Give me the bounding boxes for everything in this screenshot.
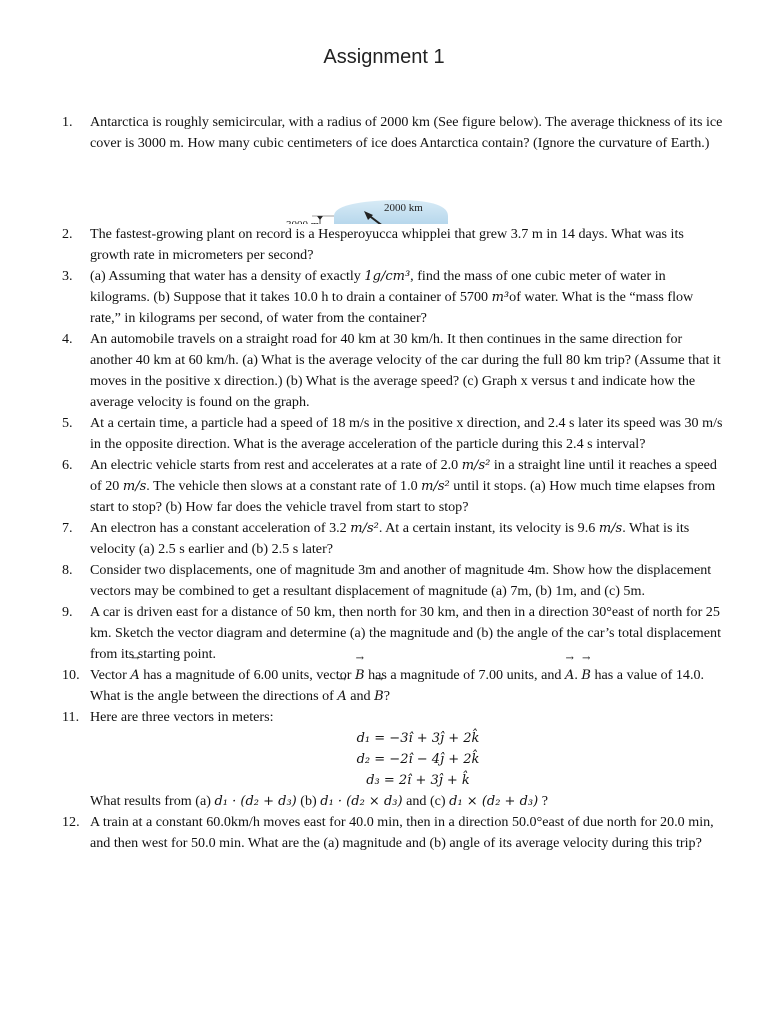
text-segment: until it stops. (a) How much time elapses from start to stop? (b) How far does the vehicle travel from start to stop? [90, 478, 716, 515]
text-segment: ? [383, 688, 390, 704]
text-segment: (b) [296, 793, 321, 809]
question-text [90, 665, 726, 707]
text-segment: . [574, 667, 582, 683]
question-intro: Here are three vectors in meters: [90, 709, 274, 725]
text-segment: An electron has a constant acceleration of 3.2 [90, 520, 351, 536]
text-segment: ? [538, 793, 548, 809]
question-2 [62, 224, 726, 266]
question-text [90, 707, 726, 812]
question-number: 7. [62, 520, 73, 536]
question-8 [62, 560, 726, 602]
text-segment: (a) Assuming that water has a density of exactly [90, 268, 365, 284]
page-title: Assignment 1 [323, 46, 445, 68]
text-segment: An electric vehicle starts from rest and accelerates at a rate of 2.0 [90, 457, 462, 473]
question-number: 11. [62, 709, 80, 725]
math-volume-unit: m³ [491, 290, 510, 305]
text-segment: . At a certain instant, its velocity is 9.6 [378, 520, 599, 536]
question-5 [62, 413, 726, 455]
text-segment: What results from (a) [90, 793, 215, 809]
question-12 [62, 812, 726, 854]
radius-label: 2000 km [384, 202, 423, 214]
text-segment: . What is its velocity (a) 2.5 s earlier and (b) 2.5 s later? [90, 520, 690, 557]
question-number: 10. [62, 667, 80, 683]
question-9 [62, 602, 726, 665]
expression-c: d₁ × (d₂ + d₃) [449, 794, 539, 809]
question-number: 6. [62, 457, 73, 473]
question-number: 4. [62, 331, 73, 347]
math-unit: m/s² [461, 458, 491, 473]
text-segment: and [346, 688, 375, 704]
math-unit: m/s [122, 479, 147, 494]
text-segment: has a magnitude of 7.00 units, and [364, 667, 565, 683]
text-segment: has a value of 14.0. What is the angle between the directions of [90, 667, 705, 704]
question-text [90, 266, 726, 329]
question-text: An automobile travels on a straight road for 40 km at 30 km/h. It then continues in the same direction for another 40 km at 60 km/h. (a) What is the average velocity of the car during the full 80 km trip? (Assume that it moves in the positive x direction.) (b) What is the average speed? (c) Graph x versus t and indicate how the average velocity is found on the graph. [90, 331, 721, 410]
question-number: 8. [62, 562, 73, 578]
vector-a: → A [565, 665, 574, 686]
question-number: 12. [62, 814, 80, 830]
text-segment: and (c) [402, 793, 450, 809]
question-number: 3. [62, 268, 73, 284]
question-text: Consider two displacements, one of magnitude 3m and another of magnitude 4m. Show how the displacement vectors may be combined to get a resultant displacement of magnitude (a) 7m, (b) 1m, and (c) 5m. [90, 562, 712, 599]
expression-b: d₁ · (d₂ × d₃) [320, 794, 403, 809]
question-3 [62, 266, 726, 329]
vector-a: → A [130, 665, 139, 686]
text-segment: in a straight line until it reaches a speed of 20 [90, 457, 717, 494]
question-6 [62, 455, 726, 518]
text-segment: has a magnitude of 6.00 units, vector [139, 667, 355, 683]
equation-d1: d₁ = −3î + 3ĵ + 2k̂ [356, 731, 480, 746]
thickness-label [286, 219, 320, 224]
question-text: The fastest-growing plant on record is a Hesperoyucca whipplei that grew 3.7 m in 14 days. What was its growth rate in micrometers per second? [90, 226, 684, 263]
question-text: A car is driven east for a distance of 50 km, then north for 30 km, and then in a direction 30°east of north for 25 km. Sketch the vector diagram and determine (a) the magnitude and (b) the angle of the car’s total displacement from its starting point. [90, 604, 721, 662]
vector-b: → B [374, 686, 384, 707]
expression-a: d₁ · (d₂ + d₃) [214, 794, 297, 809]
question-parts [90, 791, 726, 812]
question-number: 5. [62, 415, 73, 431]
question-text: A train at a constant 60.0km/h moves east for 40.0 min, then in a direction 50.0°east of due north for 20.0 min, and then west for 50.0 min. What are the (a) magnitude and (b) angle of its average velocity during this trip? [90, 814, 714, 851]
antarctica-diagram [62, 154, 726, 224]
vector-a: → A [337, 686, 346, 707]
question-text: Antarctica is roughly semicircular, with a radius of 2000 km (See figure below). The average thickness of its ice cover is 3000 m. How many cubic centimeters of ice does Antarctica contain? (Ignore the curvature of Earth.) [90, 114, 723, 151]
math-density: 1g/cm³ [364, 269, 411, 284]
question-text: At a certain time, a particle had a speed of 18 m/s in the positive x direction, and 2.4 s later its speed was 30 m/s in the opposite direction. What is the average acceleration of the particle during this 2.4 s interval? [90, 415, 723, 452]
question-1 [62, 112, 726, 154]
text-segment: of water. What is the “mass flow rate,” in kilograms per second, of water from the container? [90, 289, 694, 326]
text-segment: Vector [90, 667, 131, 683]
question-number: 2. [62, 226, 73, 242]
text-segment: . The vehicle then slows at a constant rate of 1.0 [146, 478, 422, 494]
math-unit: m/s² [421, 479, 450, 494]
question-text [90, 518, 726, 560]
math-unit: m/s [598, 521, 623, 536]
question-number: 9. [62, 604, 73, 620]
question-4 [62, 329, 726, 413]
equation-d2: d₂ = −2î − 4ĵ + 2k̂ [356, 752, 480, 767]
question-10 [62, 665, 726, 707]
question-text [90, 455, 726, 518]
question-11 [62, 707, 726, 812]
antarctica-figure [62, 154, 726, 224]
question-number: 1. [62, 114, 73, 130]
text-segment: , find the mass of one cubic meter of water in kilograms. (b) Suppose that it takes 10.0 h to drain a container of 5700 [90, 268, 666, 305]
equation-d3: d₃ = 2î + 3ĵ + k̂ [366, 773, 470, 788]
question-list [62, 112, 726, 854]
vector-b: → B [355, 665, 365, 686]
question-7 [62, 518, 726, 560]
vector-b: → B [581, 665, 591, 686]
math-unit: m/s² [350, 521, 379, 536]
